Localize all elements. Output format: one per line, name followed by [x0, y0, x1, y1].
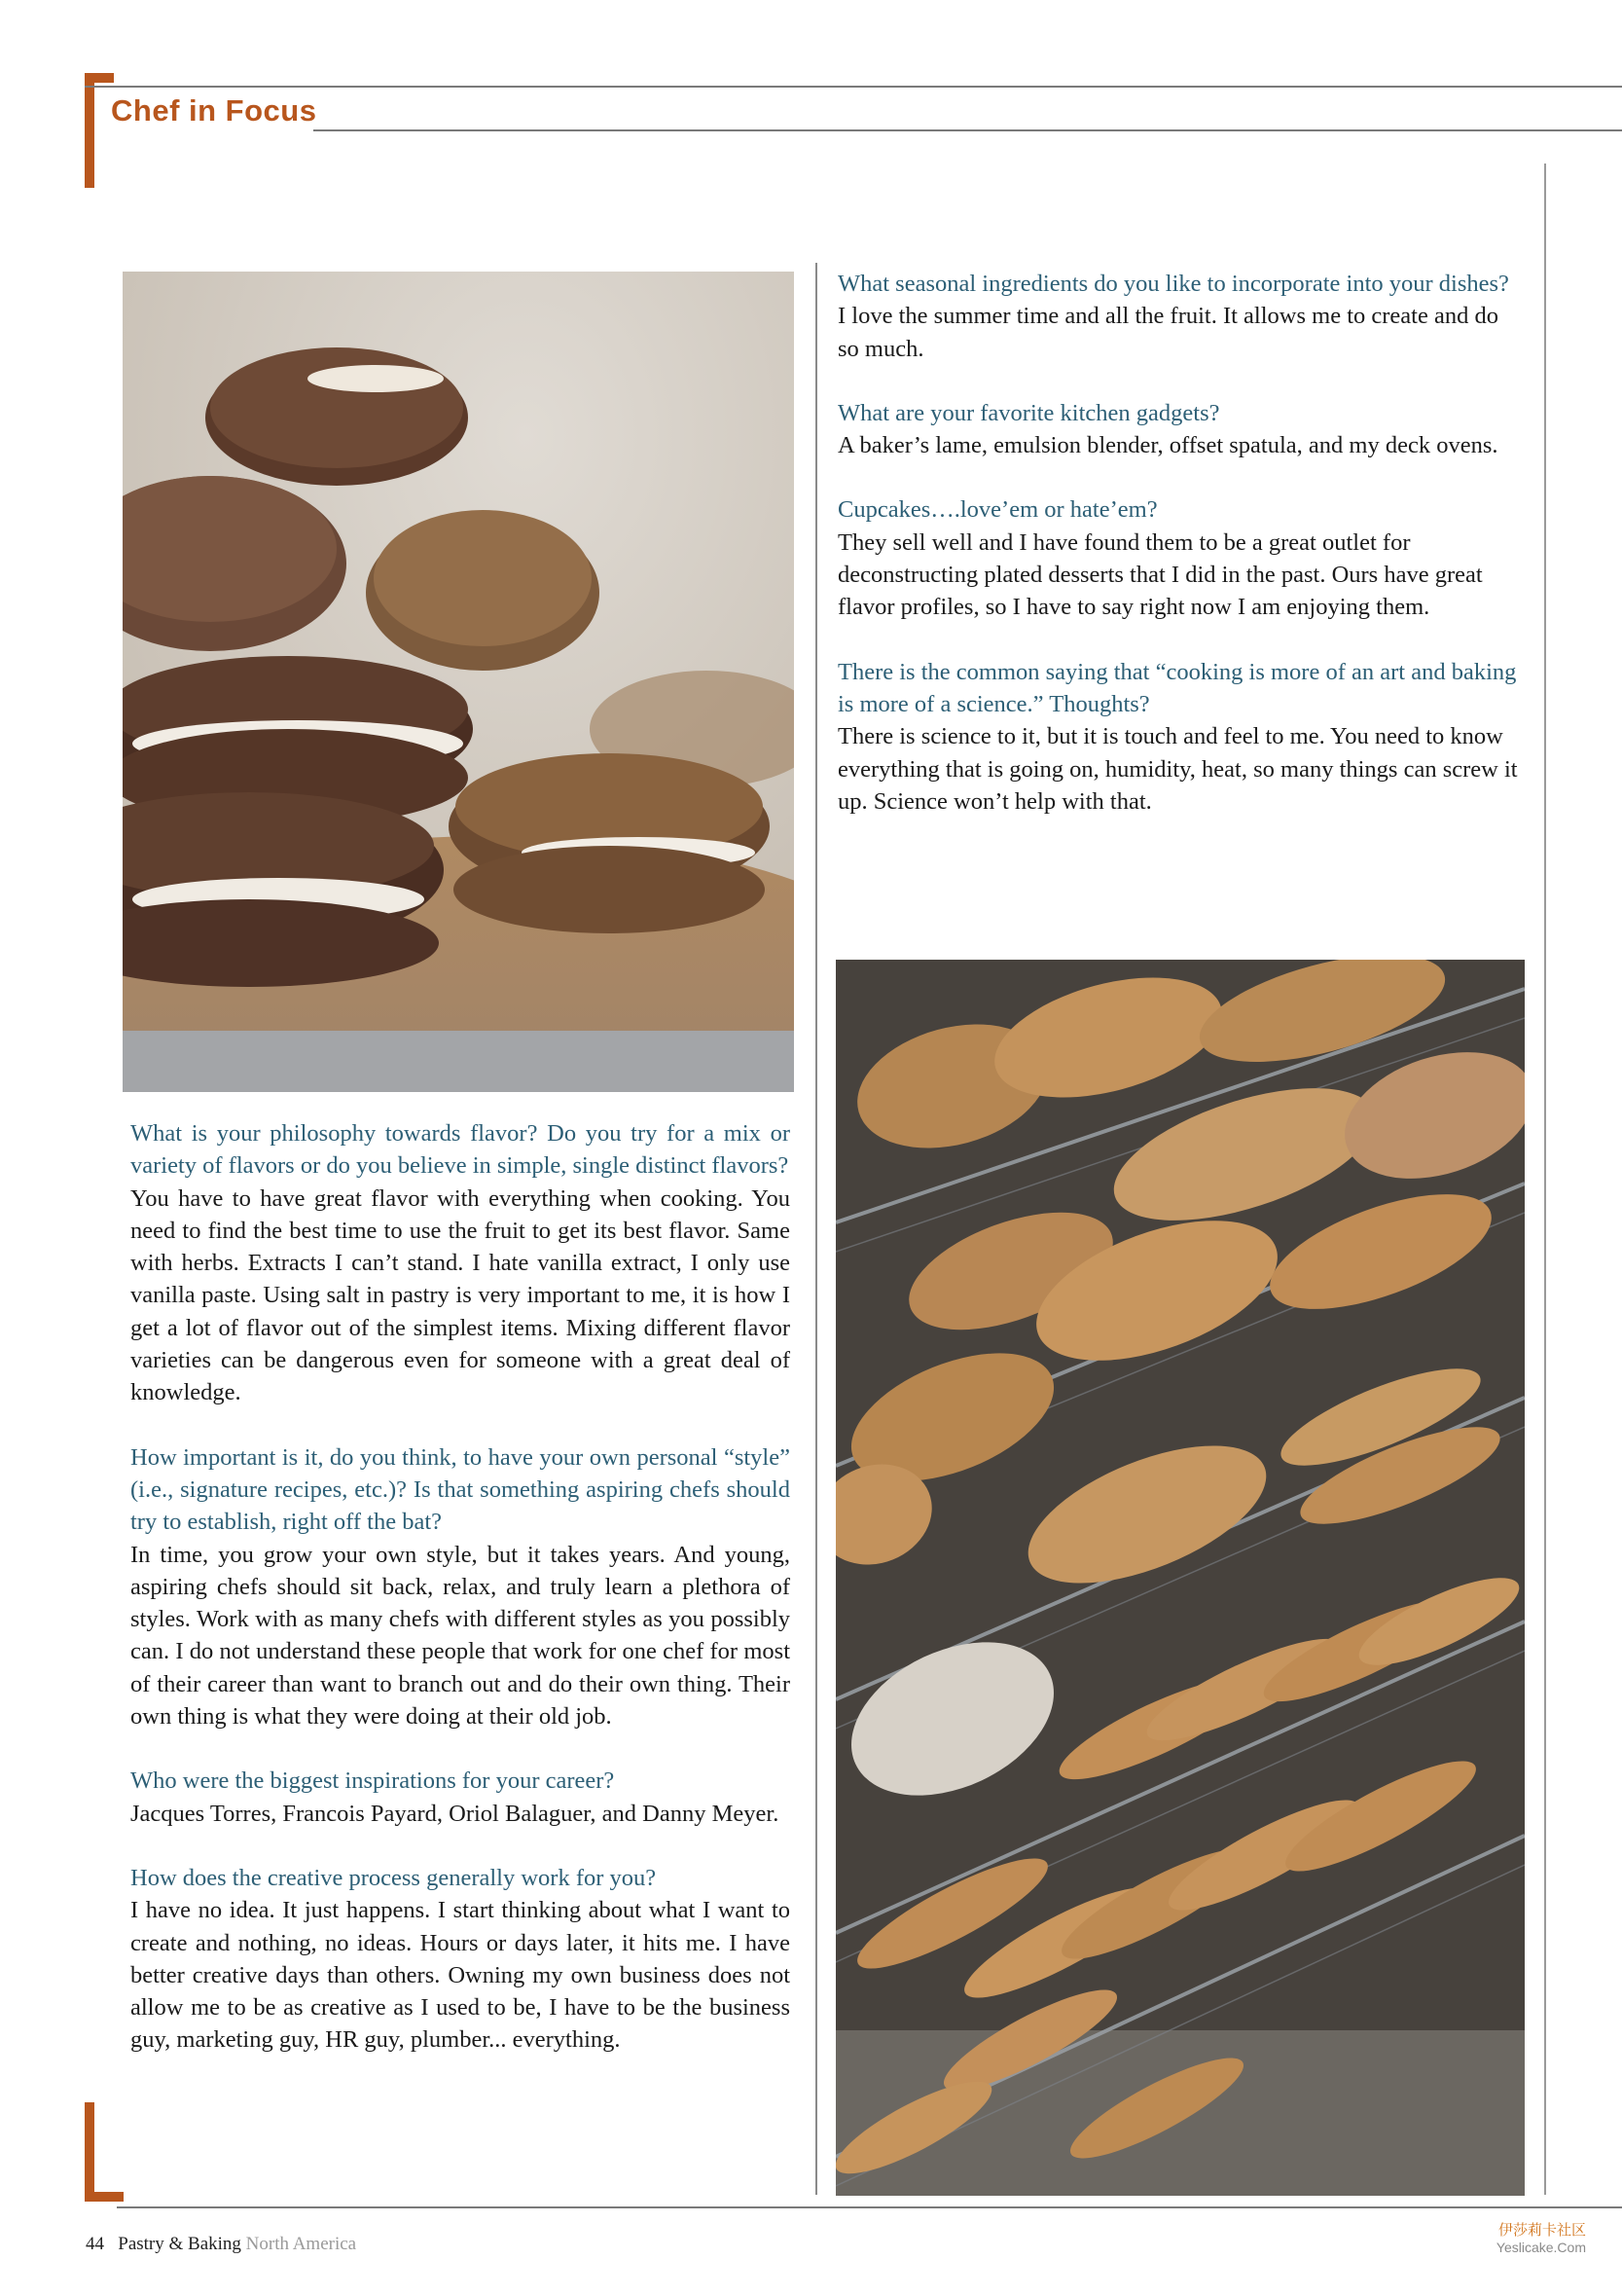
- right-margin-rule: [1544, 164, 1546, 2195]
- corner-accent-bottom: [85, 2102, 94, 2200]
- qa-personal-style: [130, 1441, 790, 1733]
- answer-text: In time, you grow your own style, but it takes years. And young, aspiring chefs should sit back, relax, and truly learn a plethora of styles. Work with as many chefs with different styles as you possibly can. I do not understand these people that work for one chef for most of their career than want to branch out and do their own thing. Their own thing is what they were doing at their old job.: [130, 1541, 790, 1731]
- bread-rack-photo-icon: [836, 960, 1525, 2196]
- qa-kitchen-gadgets: [838, 397, 1519, 462]
- qa-art-vs-science: [838, 656, 1519, 818]
- site-watermark: [1484, 2219, 1586, 2255]
- header-rule-bottom: [313, 129, 1622, 131]
- header-rule-top: [85, 86, 1622, 88]
- section-title: Chef in Focus: [111, 93, 317, 128]
- right-article-column: [838, 268, 1519, 850]
- page-footer: [86, 2234, 356, 2255]
- watermark-url: Yeslicake.Com: [1496, 2240, 1586, 2255]
- cookies-photo-icon: [123, 272, 794, 1092]
- answer-text: I love the summer time and all the fruit. It allows me to create and do so much.: [838, 303, 1498, 362]
- question-text: Cupcakes….love’em or hate’em?: [838, 496, 1158, 524]
- qa-seasonal-ingredients: [838, 268, 1519, 365]
- qa-inspirations: [130, 1765, 790, 1830]
- qa-flavor-philosophy: [130, 1117, 790, 1409]
- corner-accent-bottom-line: [85, 2192, 124, 2202]
- column-divider: [815, 263, 817, 2195]
- corner-accent-top: [85, 73, 94, 188]
- left-article-column: [130, 1117, 790, 2089]
- question-text: What are your favorite kitchen gadgets?: [838, 399, 1220, 426]
- question-text: Who were the biggest inspirations for your career?: [130, 1768, 615, 1795]
- publication-name: Pastry & Baking: [118, 2234, 241, 2254]
- question-text: How important is it, do you think, to have your own personal “style” (i.e., signature recipes, etc.)? Is that something aspiring chefs should try to establish, right off the bat?: [130, 1443, 790, 1536]
- footer-rule: [117, 2206, 1622, 2208]
- answer-text: You have to have great flavor with everything when cooking. You need to find the best time to use the fruit to get its best flavor. Same with herbs. Extracts I can’t stand. I hate vanilla extract, I only use vanilla paste. Using salt in pastry is very important to me, it is how I get a lot of flavor out of the simplest items. Mixing different flavor varieties can be dangerous even for someone with a great deal of knowledge.: [130, 1184, 790, 1406]
- page-number: 44: [86, 2234, 104, 2254]
- publication-region: North America: [245, 2234, 357, 2254]
- bread-rack-photo: [836, 960, 1525, 2196]
- corner-accent-top-line: [85, 73, 114, 83]
- answer-text: A baker’s lame, emulsion blender, offset spatula, and my deck ovens.: [838, 432, 1498, 459]
- answer-text: There is science to it, but it is touch and feel to me. You need to know everything that is going on, humidity, heat, so many things can screw it up. Science won’t help with that.: [838, 723, 1518, 815]
- qa-creative-process: [130, 1862, 790, 2057]
- answer-text: They sell well and I have found them to be a great outlet for deconstructing plated desserts that I did in the past. Ours have great flavor profiles, so I have to say right now I am enjoying them.: [838, 528, 1483, 621]
- question-text: What seasonal ingredients do you like to incorporate into your dishes?: [838, 271, 1509, 297]
- watermark-chinese: 伊莎莉卡社区: [1497, 2222, 1586, 2239]
- answer-text: Jacques Torres, Francois Payard, Oriol Balaguer, and Danny Meyer.: [130, 1800, 779, 1827]
- question-text: How does the creative process generally work for you?: [130, 1864, 657, 1891]
- answer-text: I have no idea. It just happens. I start thinking about what I want to create and nothing, no ideas. Hours or days later, it hits me. I have better creative days than others. Owning my own business does not allow me to be as creative as I used to be, I have to be the business guy, marketing guy, HR guy, plumber... everything.: [130, 1897, 790, 2054]
- cookies-photo: [123, 272, 794, 1092]
- question-text: What is your philosophy towards flavor? Do you try for a mix or variety of flavors or do you believe in simple, single distinct flavors?: [130, 1120, 790, 1180]
- question-text: There is the common saying that “cooking is more of an art and baking is more of a science.” Thoughts?: [838, 658, 1517, 717]
- qa-cupcakes: [838, 493, 1519, 623]
